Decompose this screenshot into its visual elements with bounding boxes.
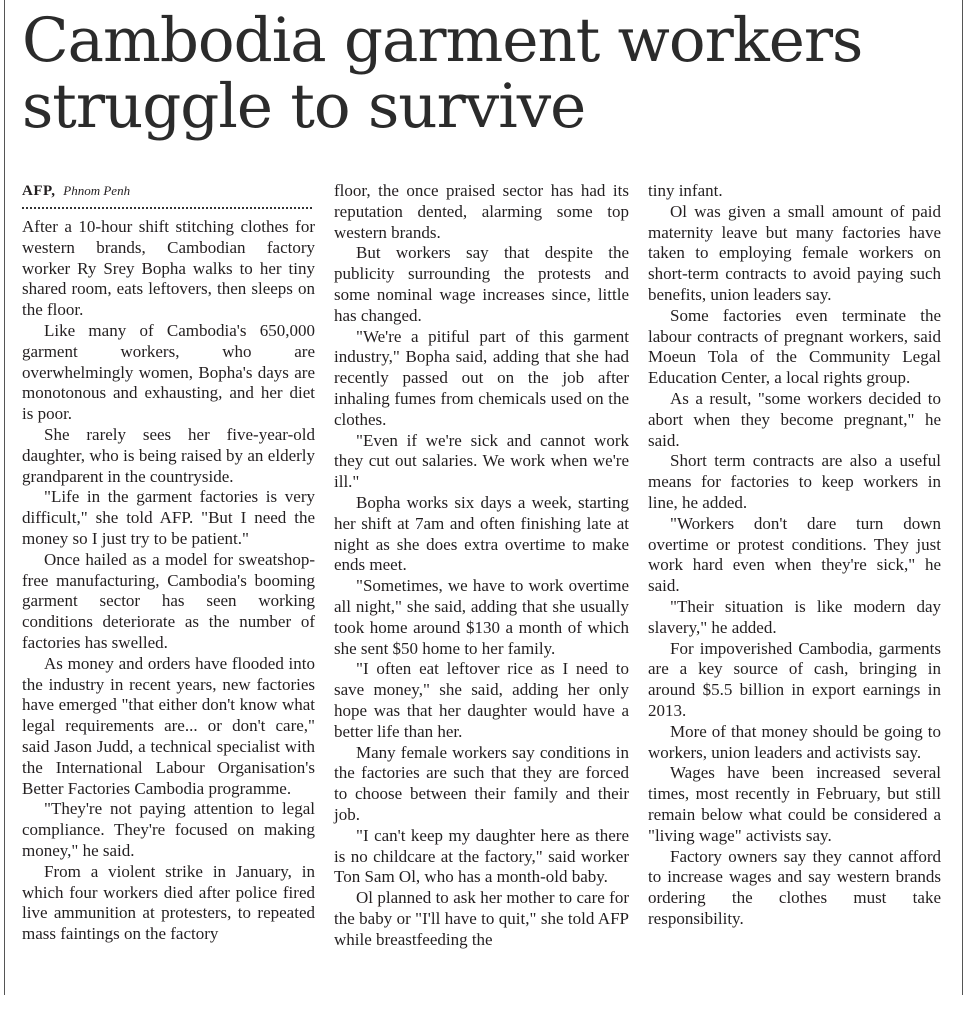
paragraph: tiny infant.: [648, 181, 723, 200]
paragraph: "We're a pitiful part of this garment industry," Bopha said, adding that she had recently passed out on the job after inhaling fumes from chemicals used on the clothes.: [334, 326, 629, 429]
paragraph: As money and orders have flooded into the industry in recent years, new factories have emerged "that either don't know what legal requirements are... or don't care," said Jason Judd, a technical specialist with the International Labour Organisation's Better Factories Cambodia programme.: [22, 653, 315, 798]
paragraph: For impoverished Cambodia, garments are a key source of cash, bringing in around $5.5 billion in export earnings in 2013.: [648, 638, 941, 720]
article-column-1: [22, 181, 315, 945]
headline: Cambodia garment workers struggle to survive: [22, 5, 863, 142]
paragraph: "I often eat leftover rice as I need to save money," she said, adding her only hope was that her daughter would have a better life than her.: [334, 659, 629, 741]
paragraph: Ol was given a small amount of paid maternity leave but many factories have taken to employing female workers on short-term contracts to avoid paying such benefits, union leaders say.: [648, 201, 941, 304]
page-border-right: [962, 0, 963, 995]
paragraph: "Sometimes, we have to work overtime all night," she said, adding that she usually took home around $130 a month of which she sent $50 home to her family.: [334, 576, 629, 658]
byline-divider: [22, 207, 312, 209]
article-column-3: [648, 181, 941, 930]
paragraph: From a violent strike in January, in which four workers died after police fired live ammunition at protesters, to repeated mass faintings on the factory: [22, 861, 315, 944]
paragraph: Bopha works six days a week, starting her shift at 7am and often finishing late at night as she does extra overtime to make ends meet.: [334, 492, 629, 575]
byline: [22, 181, 315, 201]
paragraph: "Life in the garment factories is very difficult," she told AFP. "But I need the money so I just try to be patient.": [22, 487, 315, 548]
paragraph: Ol planned to ask her mother to care for the baby or "I'll have to quit," she told AFP while breastfeeding the: [334, 888, 629, 949]
paragraph: Wages have been increased several times, most recently in February, but still remain below what could be considered a "living wage" activists say.: [648, 763, 941, 845]
paragraph: Once hailed as a model for sweatshop-free manufacturing, Cambodia's booming garment sector has seen working conditions deteriorate as the number of factories has swelled.: [22, 549, 315, 652]
paragraph: Some factories even terminate the labour contracts of pregnant workers, said Moeun Tola of the Community Legal Education Center, a local rights group.: [648, 305, 941, 388]
paragraph: "I can't keep my daughter here as there is no childcare at the factory," said worker Ton Sam Ol, who has a month-old baby.: [334, 825, 629, 887]
paragraph: Many female workers say conditions in the factories are such that they are forced to choose between their family and their job.: [334, 742, 629, 824]
paragraph: Like many of Cambodia's 650,000 garment workers, who are overwhelmingly women, Bopha's days are monotonous and exhausting, and her diet is poor.: [22, 320, 315, 424]
paragraph: "Even if we're sick and cannot work they cut out salaries. We work when we're ill.": [334, 430, 629, 492]
paragraph: She rarely sees her five-year-old daughter, who is being raised by an elderly grandparent in the countryside.: [22, 424, 315, 486]
paragraph: More of that money should be going to workers, union leaders and activists say.: [648, 721, 941, 762]
paragraph: "Workers don't dare turn down overtime or protest conditions. They just work hard even when they're sick," he said.: [648, 513, 941, 596]
paragraph: floor, the once praised sector has had its reputation dented, alarming some top western brands.: [334, 181, 629, 242]
article-column-2: [334, 181, 629, 950]
paragraph: But workers say that despite the publicity surrounding the protests and some nominal wage increases since, little has changed.: [334, 243, 629, 325]
paragraph: "Their situation is like modern day slavery," he added.: [648, 596, 941, 637]
paragraph: As a result, "some workers decided to abort when they become pregnant," he said.: [648, 388, 941, 450]
page-border-left: [4, 0, 5, 995]
paragraph: "They're not paying attention to legal compliance. They're focused on making money," he said.: [22, 799, 315, 860]
byline-agency: AFP,: [22, 183, 56, 199]
paragraph: After a 10-hour shift stitching clothes for western brands, Cambodian factory worker Ry Srey Bopha walks to her tiny shared room, eats leftovers, then sleeps on the floor.: [22, 217, 315, 320]
paragraph: Factory owners say they cannot afford to increase wages and say western brands ordering the clothes must take responsibility.: [648, 846, 941, 928]
paragraph: Short term contracts are also a useful means for factories to keep workers in line, he added.: [648, 451, 941, 512]
byline-location: Phnom Penh: [63, 183, 131, 198]
